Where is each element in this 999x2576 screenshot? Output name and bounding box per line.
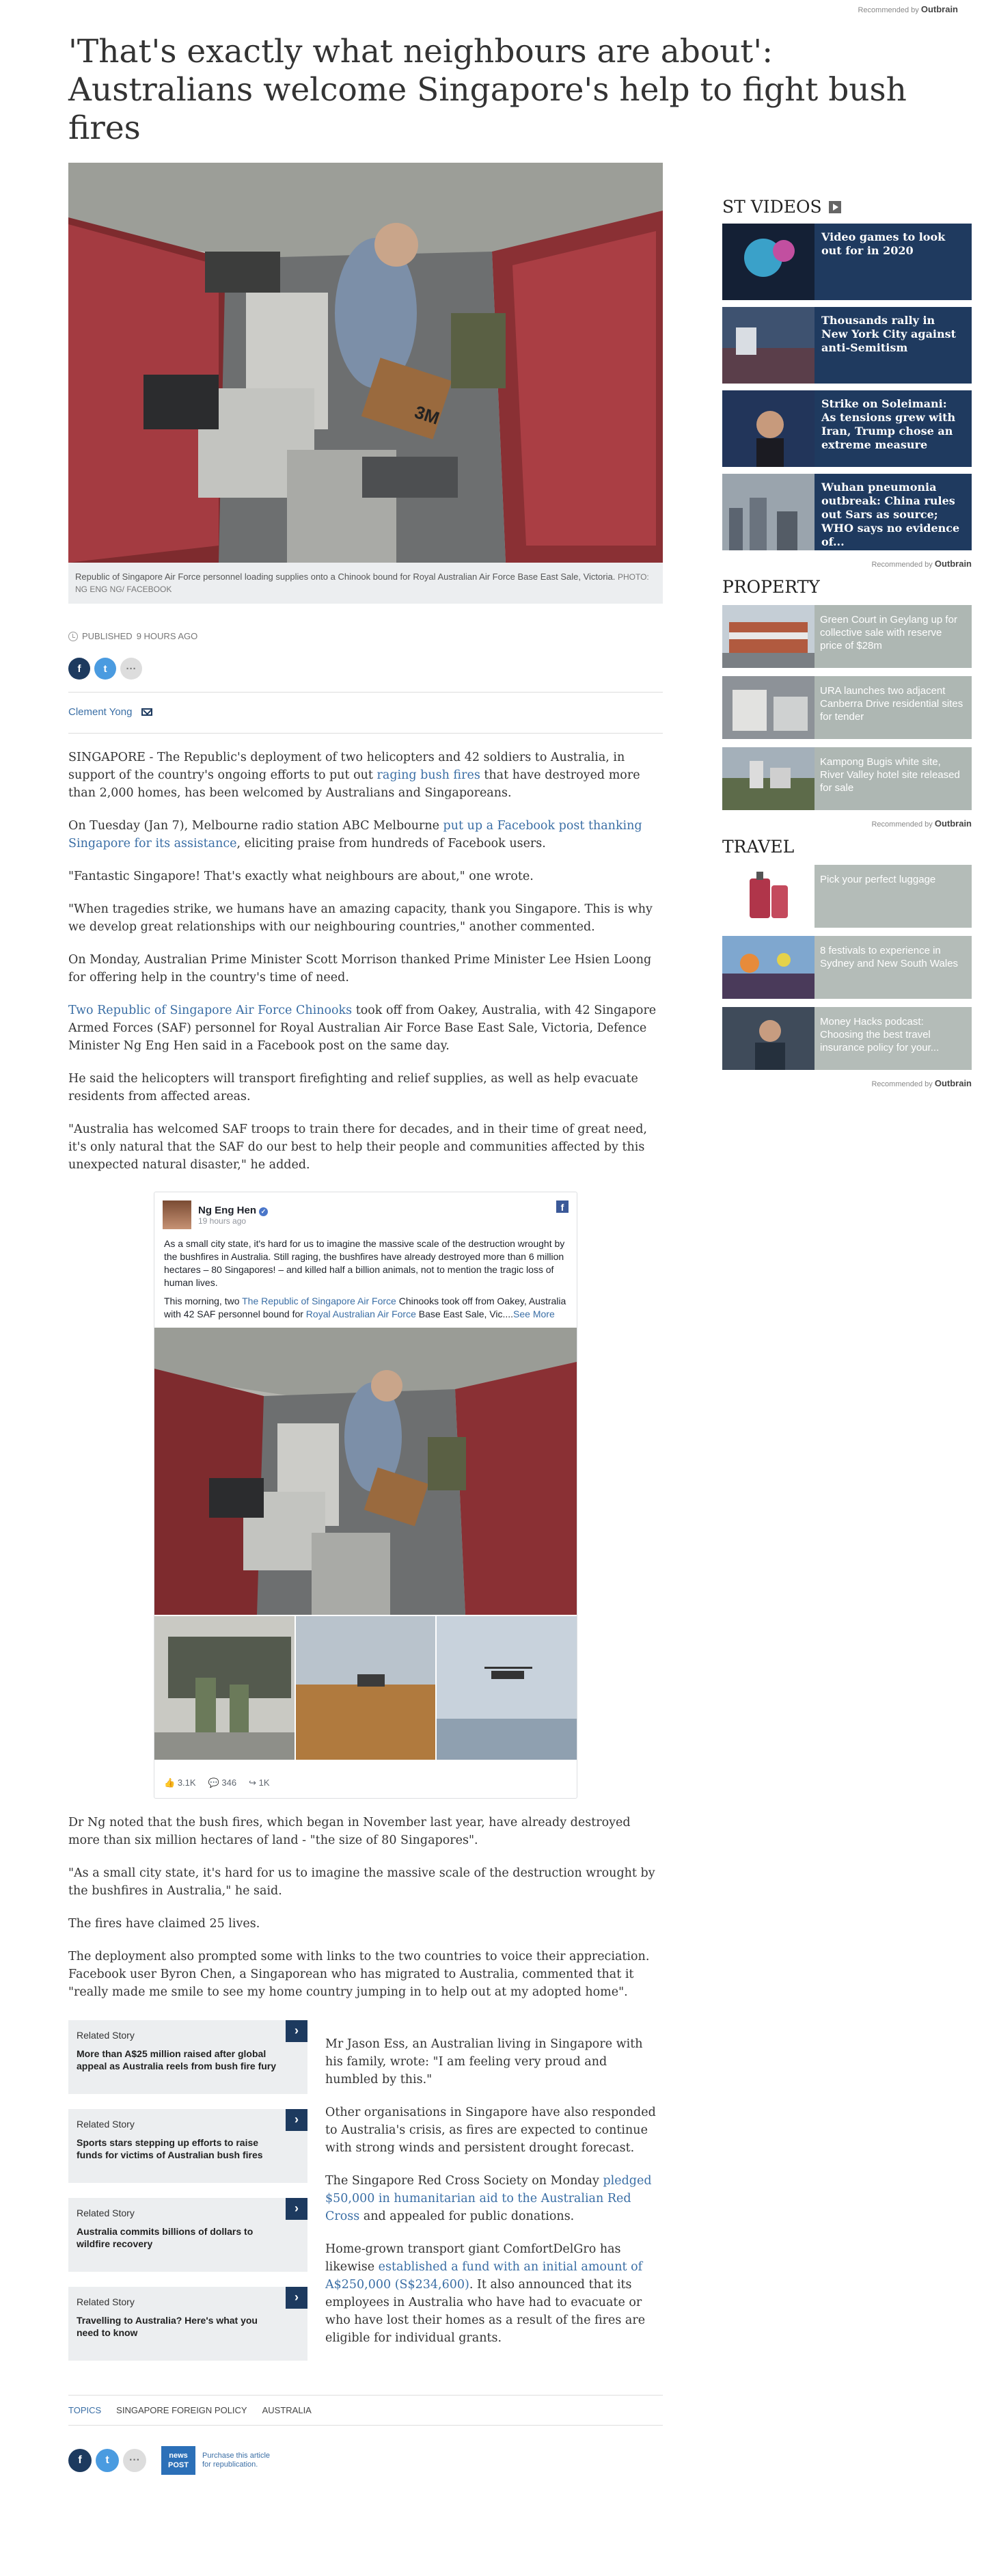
fb-comments[interactable]: 💬 346 bbox=[208, 1777, 237, 1788]
paragraph: On Monday, Australian Prime Minister Scott Morrison thanked Prime Minister Lee Hsien Loong for offering help in the country's time of need. bbox=[68, 953, 652, 984]
fb-likes[interactable]: 👍 3.1K bbox=[164, 1777, 196, 1788]
fb-timestamp[interactable]: 19 hours ago bbox=[198, 1216, 247, 1226]
more-share-icon[interactable]: ··· bbox=[120, 658, 142, 680]
paragraph: Other organisations in Singapore have also responded to Australia's crisis, as fires are expected to continue with strong winds and persistent drought forecast. bbox=[325, 2106, 656, 2155]
property-thumbnail[interactable] bbox=[722, 676, 815, 739]
divider bbox=[68, 2425, 663, 2426]
article-headline: 'That's exactly what neighbours are about': Australians welcome Singapore's help to fight bush fires bbox=[68, 33, 907, 147]
paragraph: Two Republic of Singapore Air Force Chinooks took off from Oakey, Australia, with 42 Singapore Armed Forces (SAF) personnel for Royal Australian Air Force Base East Sale, Victoria, Defence Minister Ng Eng Hen said in a Facebook post on the same day. bbox=[68, 1004, 657, 1053]
paragraph: "Australia has welcomed SAF troops to train there for decades, and in their time of great need, it's only natural that the SAF do our best to help their people and communities affected by this unexpected natural disaster," he added. bbox=[68, 1123, 647, 1172]
recommended-label: Recommended by bbox=[858, 6, 919, 14]
related-story[interactable] bbox=[68, 2287, 307, 2361]
property-item[interactable] bbox=[722, 605, 972, 668]
raging-bush-fires-link[interactable]: raging bush fires bbox=[377, 768, 480, 782]
twitter-share-icon[interactable]: t bbox=[96, 2449, 119, 2472]
paragraph: "Fantastic Singapore! That's exactly what neighbours are about," one wrote. bbox=[68, 870, 534, 883]
verified-icon: ✓ bbox=[259, 1207, 268, 1216]
paragraph: Dr Ng noted that the bush fires, which began in November last year, have already destroyed more than six million hectares of land - "the size of 80 Singapores". bbox=[68, 1816, 631, 1847]
fb-photo-illustration bbox=[154, 1328, 577, 1615]
article-main bbox=[68, 163, 663, 2475]
related-title[interactable]: More than A$25 million raised after global appeal as Australia reels from bush fire fury bbox=[77, 2048, 277, 2071]
published-info bbox=[68, 631, 663, 641]
outbrain-credit[interactable]: Recommended by Outbrain bbox=[871, 1078, 972, 1088]
paragraph: The Singapore Red Cross Society on Monday pledged $50,000 in humanitarian aid to the Australian Red Cross and appealed for public donations. bbox=[325, 2174, 652, 2223]
fb-post-text bbox=[154, 1229, 577, 1321]
travel-title[interactable]: 8 festivals to experience in Sydney and New South Wales bbox=[815, 936, 972, 999]
videos-heading[interactable]: ST VIDEOS bbox=[722, 197, 972, 217]
paragraph: SINGAPORE - The Republic's deployment of two helicopters and 42 soldiers to Australia, in support of the country's ongoing efforts to put out raging bush fires that have destroyed more than 2,000 homes, has been welcomed by Australians and Singaporeans. bbox=[68, 751, 640, 800]
chevron-right-icon[interactable]: › bbox=[286, 2109, 307, 2131]
paragraph: On Tuesday (Jan 7), Melbourne radio station ABC Melbourne put up a Facebook post thanking Singapore for its assistance, eliciting praise from hundreds of Facebook users. bbox=[68, 819, 642, 850]
paragraph: "When tragedies strike, we humans have an amazing capacity, thank you Singapore. This is why we develop great relationships with our neighbouring countries," another commented. bbox=[68, 902, 653, 934]
thumb-illustration bbox=[296, 1616, 436, 1760]
video-item[interactable] bbox=[722, 390, 972, 467]
property-item[interactable] bbox=[722, 676, 972, 739]
topic-link[interactable]: AUSTRALIA bbox=[262, 2405, 312, 2415]
fb-header bbox=[154, 1192, 577, 1229]
see-more-link[interactable]: See More bbox=[513, 1309, 555, 1319]
divider bbox=[68, 733, 663, 734]
related-tag: Related Story bbox=[77, 2208, 135, 2218]
fb-shares[interactable]: ↪ 1K bbox=[249, 1777, 270, 1788]
related-title[interactable]: Sports stars stepping up efforts to raise funds for victims of Australian bush fires bbox=[77, 2137, 263, 2160]
outbrain-top[interactable] bbox=[858, 4, 958, 14]
chevron-right-icon[interactable]: › bbox=[286, 2287, 307, 2309]
divider bbox=[68, 692, 663, 693]
outbrain-credit[interactable]: Recommended by Outbrain bbox=[871, 559, 972, 569]
related-story[interactable] bbox=[68, 2109, 307, 2183]
hero-image[interactable] bbox=[68, 163, 663, 563]
property-title[interactable]: Kampong Bugis white site, River Valley hotel site released for sale bbox=[815, 747, 972, 810]
property-thumbnail[interactable] bbox=[722, 605, 815, 668]
fb-thumbnails bbox=[154, 1616, 577, 1760]
video-item[interactable] bbox=[722, 474, 972, 550]
avatar[interactable] bbox=[163, 1200, 191, 1229]
travel-item[interactable] bbox=[722, 936, 972, 999]
published-time: 9 HOURS AGO bbox=[136, 631, 198, 641]
red-cross-link[interactable]: pledged $50,000 in humanitarian aid to the Australian Red Cross bbox=[325, 2174, 652, 2223]
facebook-post-link[interactable]: put up a Facebook post thanking Singapore for its assistance bbox=[68, 819, 642, 850]
comfortdelgro-fund-link[interactable]: established a fund with an initial amount of A$250,000 (S$234,600) bbox=[325, 2260, 643, 2292]
email-icon[interactable] bbox=[141, 708, 152, 716]
fb-text-1: As a small city state, it's hard for us to imagine the massive scale of the destruction wrought by the bushfires in Australia. Still raging, the bushfires have already destroyed more than 6 million hectares – 80 Singapores! – and killed half a billion animals, not to mention the tragic loss of human lives. bbox=[164, 1238, 565, 1288]
video-thumbnail[interactable] bbox=[722, 390, 815, 467]
video-title[interactable]: Strike on Soleimani: As tensions grew with Iran, Trump chose an extreme measure bbox=[821, 397, 956, 451]
chevron-right-icon[interactable]: › bbox=[286, 2198, 307, 2220]
paragraph: He said the helicopters will transport firefighting and relief supplies, as well as help evacuate residents from affected areas. bbox=[68, 1072, 638, 1103]
chevron-right-icon[interactable]: › bbox=[286, 2020, 307, 2042]
travel-title[interactable]: Money Hacks podcast: Choosing the best travel insurance policy for your... bbox=[815, 1007, 972, 1070]
chinooks-link[interactable]: Two Republic of Singapore Air Force Chinooks bbox=[68, 1004, 353, 1017]
fb-text-2: This morning, two The Republic of Singapore Air Force Chinooks took off from Oakey, Australia with 42 SAF personnel bound for Royal Australian Air Force Base East Sale, Vic....See More bbox=[164, 1296, 566, 1319]
raaf-page-link[interactable]: Royal Australian Air Force bbox=[305, 1309, 416, 1319]
related-and-text bbox=[68, 2020, 663, 2376]
box-label: 3M bbox=[412, 401, 442, 429]
outbrain-credit[interactable]: Recommended by Outbrain bbox=[871, 818, 972, 829]
travel-heading[interactable]: TRAVEL bbox=[722, 837, 795, 857]
newspost-logo[interactable]: news POST bbox=[161, 2446, 195, 2475]
video-item[interactable] bbox=[722, 307, 972, 384]
property-title[interactable]: Green Court in Geylang up for collective sale with reserve price of $28m bbox=[815, 605, 972, 668]
related-tag: Related Story bbox=[77, 2119, 135, 2130]
fb-stats bbox=[154, 1760, 577, 1798]
travel-title[interactable]: Pick your perfect luggage bbox=[815, 865, 972, 928]
facebook-share-icon[interactable]: f bbox=[68, 2449, 92, 2472]
fb-thumb-field[interactable] bbox=[296, 1616, 436, 1760]
video-item[interactable] bbox=[722, 224, 972, 300]
topic-link[interactable]: SINGAPORE FOREIGN POLICY bbox=[116, 2405, 247, 2415]
article-continued bbox=[325, 2020, 663, 2376]
bottom-share-bar bbox=[68, 2446, 663, 2475]
related-tag: Related Story bbox=[77, 2030, 135, 2041]
outbrain-logo: Outbrain bbox=[920, 4, 958, 14]
facebook-embed[interactable] bbox=[154, 1192, 577, 1799]
video-title[interactable]: Thousands rally in New York City against anti-Semitism bbox=[821, 314, 957, 354]
property-heading[interactable]: PROPERTY bbox=[722, 577, 820, 597]
video-thumbnail[interactable] bbox=[722, 474, 815, 550]
purchase-article-link[interactable]: Purchase this article for republication. bbox=[202, 2452, 271, 2469]
video-title[interactable]: Wuhan pneumonia outbreak: China rules out Sars as source; WHO says no evidence of... bbox=[821, 481, 960, 548]
play-icon bbox=[829, 201, 841, 213]
author-line bbox=[68, 706, 663, 718]
published-label: PUBLISHED bbox=[82, 631, 133, 641]
related-title[interactable]: Travelling to Australia? Here's what you need to know bbox=[77, 2315, 258, 2338]
related-story[interactable] bbox=[68, 2198, 307, 2272]
fb-main-photo[interactable] bbox=[154, 1328, 577, 1615]
share-bar bbox=[68, 658, 663, 680]
travel-thumbnail[interactable] bbox=[722, 865, 815, 928]
related-tag: Related Story bbox=[77, 2296, 135, 2307]
fb-thumb-chinook[interactable] bbox=[154, 1616, 295, 1760]
topics-bar bbox=[68, 2395, 663, 2415]
paragraph: Mr Jason Ess, an Australian living in Singapore with his family, wrote: "I am feeling very proud and humbled by this." bbox=[325, 2037, 643, 2087]
related-stories bbox=[68, 2020, 307, 2376]
property-title[interactable]: URA launches two adjacent Canberra Drive residential sites for tender bbox=[815, 676, 972, 739]
rsaf-page-link[interactable]: The Republic of Singapore Air Force bbox=[242, 1296, 396, 1306]
author-link[interactable]: Clement Yong bbox=[68, 706, 133, 718]
facebook-share-icon[interactable]: f bbox=[68, 658, 90, 680]
thumb-illustration bbox=[154, 1616, 295, 1760]
property-item[interactable] bbox=[722, 747, 972, 810]
fb-author bbox=[198, 1205, 268, 1226]
more-share-icon[interactable]: ··· bbox=[123, 2449, 146, 2472]
facebook-logo-icon[interactable]: f bbox=[556, 1200, 569, 1213]
twitter-share-icon[interactable]: t bbox=[94, 658, 116, 680]
fb-thumb-sky[interactable] bbox=[437, 1616, 577, 1760]
caption-credit: PHOTO: NG ENG NG/ FACEBOOK bbox=[75, 572, 649, 594]
hero-caption bbox=[68, 563, 663, 604]
paragraph: "As a small city state, it's hard for us to imagine the massive scale of the destruction wrought by the bushfires in Australia," he said. bbox=[68, 1866, 655, 1898]
travel-thumbnail[interactable] bbox=[722, 1007, 815, 1070]
property-thumbnail[interactable] bbox=[722, 747, 815, 810]
article-body bbox=[68, 749, 663, 2376]
caption-text: Republic of Singapore Air Force personnel loading supplies onto a Chinook bound for Royal Australian Air Force Base East Sale, Victoria. bbox=[75, 572, 616, 582]
thumb-illustration bbox=[437, 1616, 577, 1760]
video-thumbnail[interactable] bbox=[722, 307, 815, 384]
topics-label: TOPICS bbox=[68, 2405, 102, 2415]
sidebar bbox=[722, 197, 972, 1088]
fb-author-name[interactable]: Ng Eng Hen bbox=[198, 1204, 256, 1216]
clock-icon bbox=[68, 632, 78, 641]
travel-thumbnail[interactable] bbox=[722, 936, 815, 999]
video-title[interactable]: Video games to look out for in 2020 bbox=[821, 230, 946, 257]
travel-item[interactable] bbox=[722, 1007, 972, 1070]
helicopter-interior-illustration bbox=[68, 163, 663, 563]
related-title[interactable]: Australia commits billions of dollars to wildfire recovery bbox=[77, 2226, 254, 2249]
paragraph: Home-grown transport giant ComfortDelGro has likewise established a fund with an initial amount of A$250,000 (S$234,600). It also announced that its employees in Australia who have had to evacuate or who have lost their homes as a result of the fires are eligible for individual grants. bbox=[325, 2242, 646, 2345]
travel-item[interactable] bbox=[722, 865, 972, 928]
related-story[interactable] bbox=[68, 2020, 307, 2094]
paragraph: The fires have claimed 25 lives. bbox=[68, 1917, 260, 1931]
video-thumbnail[interactable] bbox=[722, 224, 815, 300]
paragraph: The deployment also prompted some with links to the two countries to voice their appreciation. Facebook user Byron Chen, a Singaporean who has migrated to Australia, commented that it "really made me smile to see my home country jumping in to help out at my adopted home". bbox=[68, 1950, 650, 1999]
